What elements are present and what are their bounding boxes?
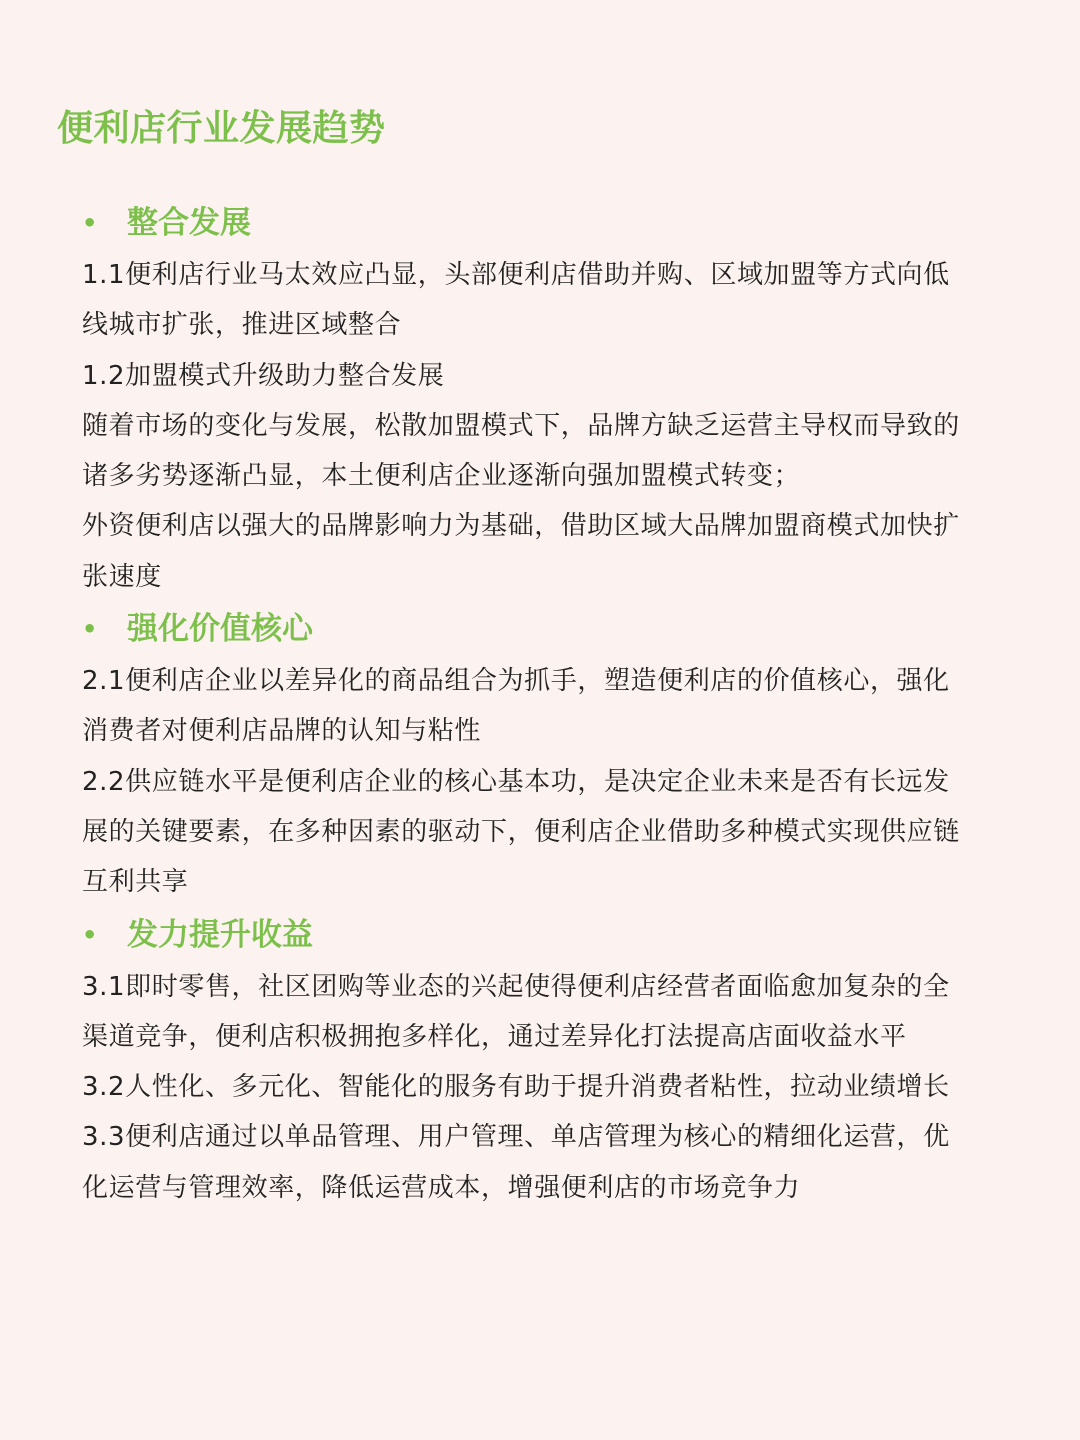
content-body [82,196,962,1213]
bullet-icon: • [82,920,98,949]
bullet-icon: • [82,209,98,237]
page-title: 便利店行业发展趋势 [57,108,386,149]
paragraph: 3.2人性化、多元化、智能化的服务有助于提升消费者粘性，拉动业绩增长 [82,1072,950,1103]
section-value-core [82,602,962,907]
paragraph: 随着市场的变化与发展，松散加盟模式下，品牌方缺乏运营主导权而导致的诸多劣势逐渐凸显，本土便利店企业逐渐向强加盟模式转变； [82,410,960,492]
section-revenue [82,908,962,1213]
section-heading-text: 发力提升收益 [127,916,313,953]
section-heading [82,908,962,962]
section-heading-text: 整合发展 [127,205,251,241]
section-heading-text: 强化价值核心 [127,611,313,648]
paragraph: 3.3便利店通过以单品管理、用户管理、单店管理为核心的精细化运营，优化运营与管理效率，降低运营成本，增强便利店的市场竞争力 [82,1122,950,1203]
paragraph: 1.1便利店行业马太效应凸显，头部便利店借助并购、区域加盟等方式向低线城市扩张，推进区域整合 [82,260,950,341]
section-heading [82,196,962,250]
paragraph: 1.2加盟模式升级助力整合发展 [82,360,445,391]
section-integration [82,196,962,602]
paragraph: 2.2供应链水平是便利店企业的核心基本功，是决定企业未来是否有长远发展的关键要素，在多种因素的驱动下，便利店企业借助多种模式实现供应链互利共享 [82,766,960,898]
section-heading [82,602,962,656]
bullet-icon: • [82,615,98,644]
paragraph: 3.1即时零售，社区团购等业态的兴起使得便利店经营者面临愈加复杂的全渠道竞争，便利店积极拥抱多样化，通过差异化打法提高店面收益水平 [82,971,950,1052]
paragraph: 2.1便利店企业以差异化的商品组合为抓手，塑造便利店的价值核心，强化消费者对便利店品牌的认知与粘性 [82,666,950,747]
paragraph: 外资便利店以强大的品牌影响力为基础，借助区域大品牌加盟商模式加快扩张速度 [82,511,960,592]
